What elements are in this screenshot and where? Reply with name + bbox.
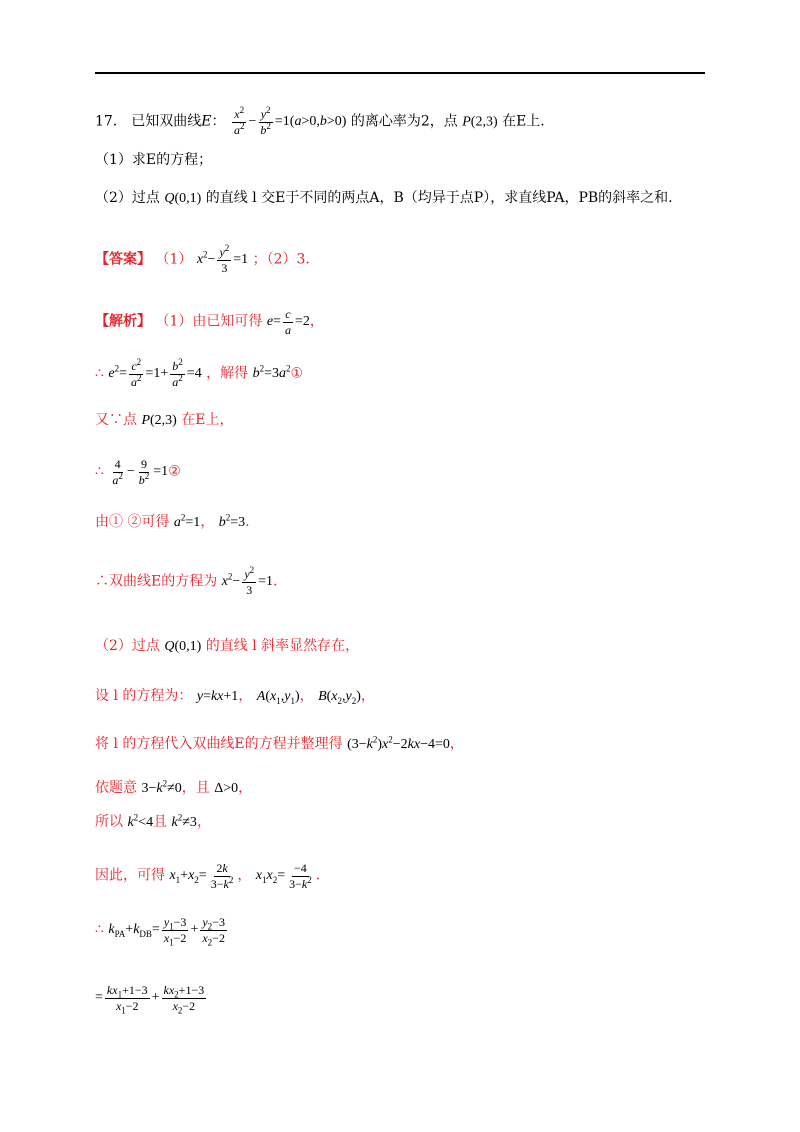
analysis-line-7 [95, 636, 359, 657]
l12-prefix: 因此，可得 [95, 867, 165, 884]
l5-end: . [245, 514, 250, 530]
b-squared-relation: $b^2=3a^2$ [252, 363, 291, 382]
l5-prefix: 由① ②可得 [95, 514, 170, 530]
b-squared-result: $b^2=3$ [218, 512, 246, 530]
analysis-line-9: 将 l 的方程代入双曲线E的方程并整理得 $(3-k^2)x^2-2kx-4=0$， [95, 734, 464, 752]
problem-statement: 17． 已知双曲线E： $\frac{x^2}{a^2}$ − $\frac{y^2}{b^2}$ =1(a>0,b>0) 的离心率为2，点 P(2,3) 在E上. [95, 105, 545, 137]
l2-mid: ，解得 [206, 365, 249, 382]
l7-suffix: 的直线 l 斜率显然存在， [205, 638, 360, 654]
top-rule [95, 72, 705, 74]
point-p-2: P(2,3) [141, 413, 177, 428]
analysis-line-8: 设 l 的方程为： y=kx+1， $A(x_1,y_1)$， $B(x_2,y_2)$， [95, 688, 375, 706]
analysis-label: 【解析】 [95, 313, 151, 330]
slope-sum: $k_{PA}+k_{DB}=$ $\frac{y_1-3}{x_1-2}$ + $\frac{y_2-3}{x_2-2}$ [108, 915, 225, 947]
l6-end: . [273, 573, 278, 590]
e-squared-formula: $e^2=$ $\frac{c^2}{a^2}$ =1+ $\frac{b^2}{a^2}$ =4 [108, 357, 202, 389]
hyperbola-equation: $\frac{x^2}{a^2}$ − $\frac{y^2}{b^2}$ =1(a>0,b>0) [233, 105, 347, 137]
part2-suffix: 的直线 l 交E于不同的两点A，B（均异于点P），求直线PA，PB的斜率之和. [205, 190, 673, 206]
slope-sum-substituted: = $\frac{kx_1+1-3}{x_1-2}$ + $\frac{kx_2+1-3}{x_2-2}$ [95, 983, 205, 1015]
a-squared-result: $a^2=1$ [173, 512, 201, 530]
point-substitution: $\frac{4}{a^2}$ − $\frac{9}{b^2}$ =1 [112, 457, 169, 487]
answer-label: 【答案】 [95, 251, 151, 268]
l11-prefix: 所以 [95, 814, 123, 830]
answer-equation: $x^2-$ $\frac{y^2}{3}$ =1 [196, 243, 249, 275]
quadratic-equation: $(3-k^2)x^2-2kx-4=0$ [347, 734, 450, 752]
analysis-line-3 [95, 410, 234, 431]
answer-sep: ；（2）3． [252, 251, 320, 268]
line-equation: y=kx+1 [196, 689, 239, 704]
l2-prefix: ∴ [95, 365, 104, 382]
point-b: $B(x_2,y_2)$ [318, 689, 361, 706]
analysis-line-4 [95, 458, 181, 486]
analysis-line-5 [95, 512, 250, 533]
l7-prefix: （2）过点 [95, 638, 160, 654]
point-p: P(2,3) [462, 114, 498, 130]
part2-prefix: （2）过点 [95, 190, 160, 206]
analysis-line-12: 因此，可得 $x_1+x_2=$ $\frac{2k}{3-k^2}$ ， $x_1x_2=$ $\frac{-4}{3-k^2}$ . [95, 861, 321, 891]
circled-1: ① [290, 365, 304, 382]
analysis-line-10: 依题意 $3-k^2\ne 0$，且 Δ>0， [95, 778, 253, 796]
problem-stem-prefix: 已知双曲线 [131, 113, 202, 130]
l10-mid: ，且 [181, 780, 210, 796]
problem-part2 [95, 188, 673, 209]
problem-part1: （1）求E的方程； [95, 152, 213, 168]
discriminant-condition: Δ>0 [214, 781, 239, 796]
circled-2: ② [168, 463, 181, 480]
answer-part1-label: （1） [155, 251, 193, 268]
analysis-line-6 [95, 565, 278, 597]
eccentricity-formula: e= $\frac{c}{a}$ =2 [266, 307, 310, 337]
point-q: Q(0,1) [164, 191, 202, 206]
k-exclusion: $k^2\ne 3$ [171, 812, 197, 830]
hyperbola-result: $x^2-$ $\frac{y^2}{3}$ =1 [221, 565, 274, 597]
problem-stem-suffix: 在E上. [502, 113, 545, 130]
l3-prefix: 又∵点 [95, 412, 137, 428]
l6-prefix: ∴双曲线E的方程为 [95, 573, 218, 590]
l8-prefix: 设 l 的方程为： [95, 688, 193, 704]
analysis-line-1: 【解析】 （1）由已知可得 e= $\frac{c}{a}$ =2， [95, 307, 324, 337]
l5-comma: ， [200, 514, 215, 530]
k-range: $k^2<4$ [127, 812, 154, 830]
analysis-line-2 [95, 357, 304, 389]
analysis-line-14 [95, 983, 208, 1015]
l13-prefix: ∴ [95, 921, 104, 938]
vieta-sum: $x_1+x_2=$ $\frac{2k}{3-k^2}$ [169, 861, 234, 891]
condition-nonzero: $3-k^2\ne 0$ [141, 778, 182, 796]
problem-stem-mid: 的离心率为2，点 [350, 113, 458, 130]
l10-prefix: 依题意 [95, 780, 137, 796]
problem-number: 17． [95, 113, 127, 130]
analysis-l1-text: （1）由已知可得 [155, 313, 263, 330]
l3-suffix: 在E上， [181, 412, 234, 428]
l11-mid: 且 [153, 814, 168, 830]
analysis-line-11: 所以 $k^2<4$且 $k^2\ne 3$， [95, 812, 211, 830]
analysis-line-13 [95, 915, 229, 947]
l4-prefix: ∴ [95, 463, 104, 480]
answer-line [95, 243, 320, 275]
vieta-product: $x_1x_2=$ $\frac{-4}{3-k^2}$ [255, 861, 312, 891]
point-q-2: Q(0,1) [164, 639, 202, 654]
point-a: $A(x_1,y_1)$ [256, 689, 300, 706]
l9-prefix: 将 l 的方程代入双曲线E的方程并整理得 [95, 736, 343, 752]
